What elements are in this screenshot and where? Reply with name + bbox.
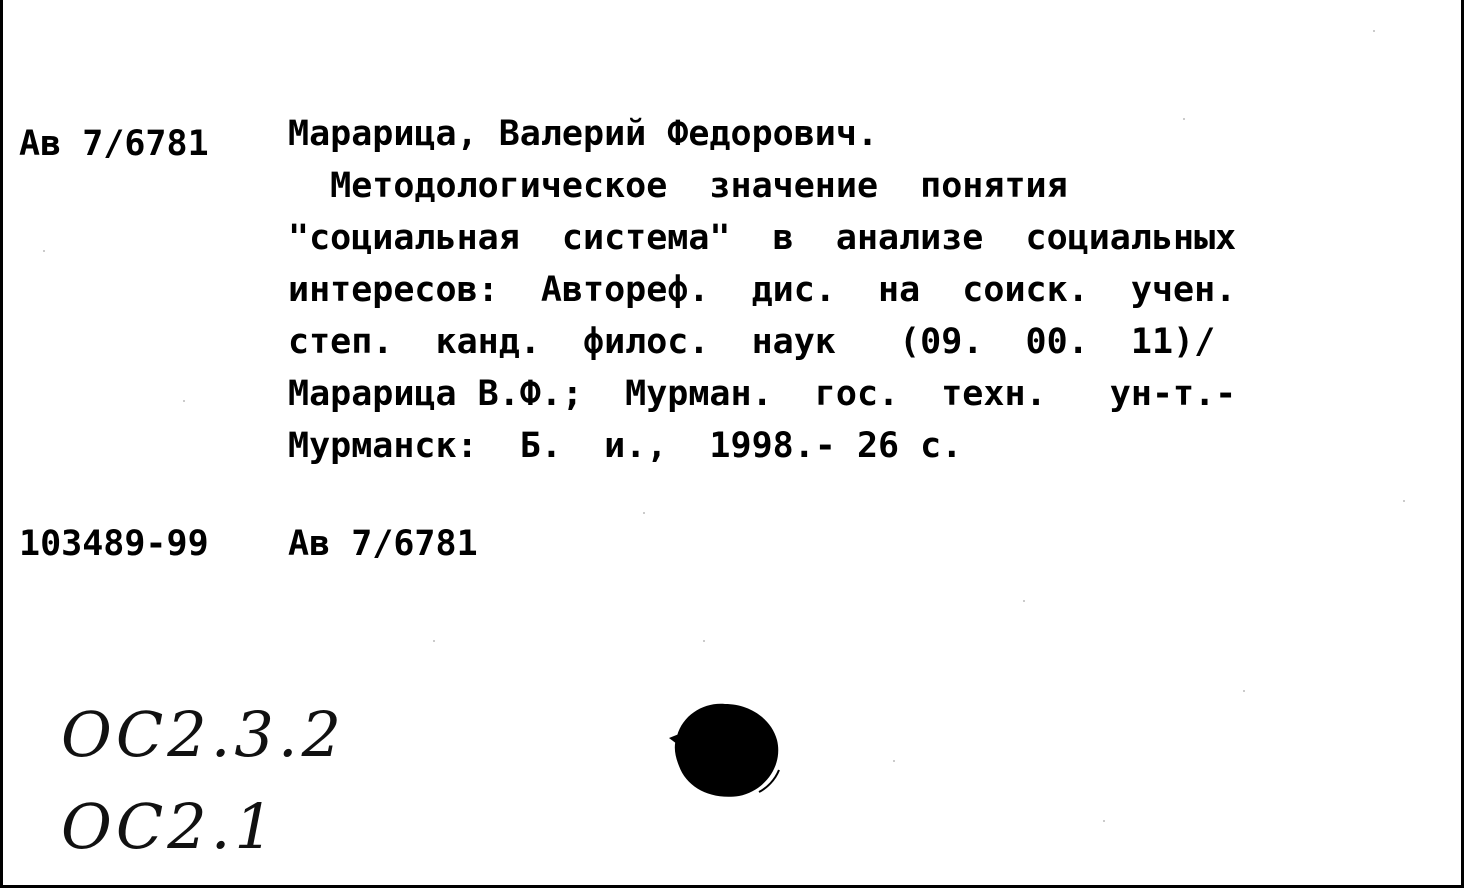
punch-hole-icon xyxy=(663,700,793,800)
description-line: "социальная система" в анализе социальных xyxy=(288,218,1237,258)
handwritten-classification-2: ОС2.1 xyxy=(61,790,278,863)
description-line: Мурманск: Б. и., 1998.- 26 с. xyxy=(288,426,963,466)
description-line: интересов: Автореф. дис. на соиск. учен. xyxy=(288,270,1237,310)
description-line: степ. канд. филос. наук (09. 00. 11)/ xyxy=(288,322,1216,362)
shelfmark-bottom: Ав 7/6781 xyxy=(288,524,478,564)
description-line: Методологическое значение понятия xyxy=(288,166,1068,206)
accession-number: 103489-99 xyxy=(19,524,209,564)
bibliographic-description xyxy=(288,160,1236,472)
author-heading: Марарица, Валерий Федорович. xyxy=(288,114,879,154)
description-line: Марарица В.Ф.; Мурман. гос. техн. ун-т.- xyxy=(288,374,1237,414)
shelfmark-top: Ав 7/6781 xyxy=(19,124,209,164)
handwritten-classification-1: ОС2.3.2 xyxy=(61,698,346,771)
